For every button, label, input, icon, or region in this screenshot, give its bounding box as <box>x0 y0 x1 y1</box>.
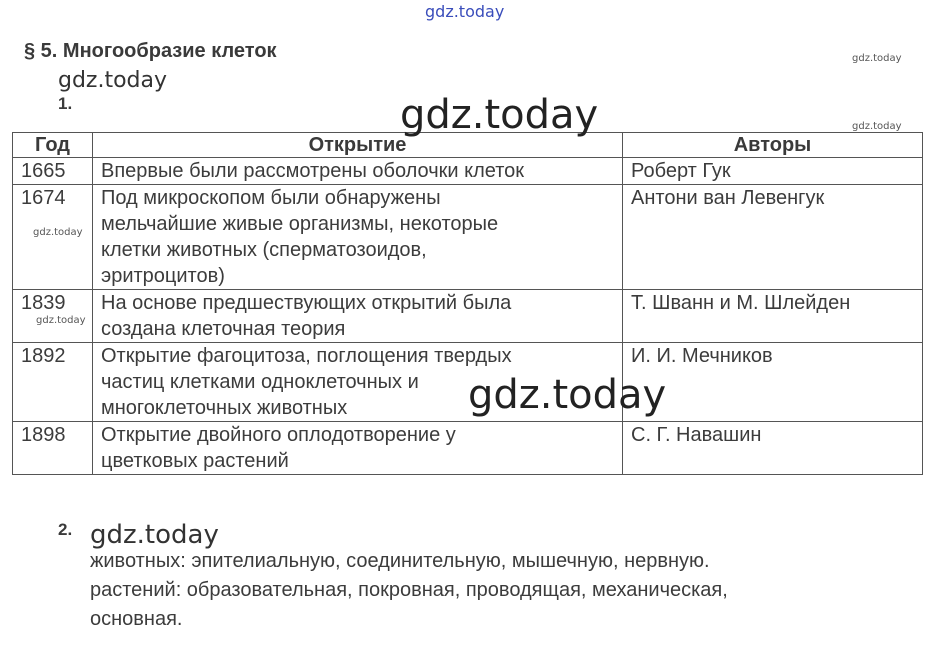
authors-cell: И. И. Мечников <box>623 343 923 422</box>
discovery-line: Открытие фагоцитоза, поглощения твердых <box>101 345 512 367</box>
header-year: Год <box>13 133 93 158</box>
watermark-large-top: gdz.today <box>400 92 599 138</box>
watermark-small-right-2: gdz.today <box>852 121 902 132</box>
year-cell: 1839 <box>13 290 93 343</box>
discovery-cell <box>93 290 623 343</box>
discovery-line: многоклеточных животных <box>101 397 348 419</box>
table-row <box>13 185 923 290</box>
discovery-line: На основе предшествующих открытий была <box>101 292 512 314</box>
discovery-line: Открытие двойного оплодотворение у <box>101 424 456 446</box>
header-discovery: Открытие <box>93 133 623 158</box>
question-2-number: 2. <box>58 520 73 539</box>
discovery-cell <box>93 422 623 475</box>
discovery-line: цветковых растений <box>101 450 289 472</box>
answer-2-line-end: основная. <box>90 608 183 630</box>
authors-cell: Роберт Гук <box>623 158 923 185</box>
year-cell: 1665 <box>13 158 93 185</box>
year-cell: 1674 <box>13 185 93 290</box>
watermark-small-left-2: gdz.today <box>36 315 86 326</box>
authors-cell: Антони ван Левенгук <box>623 185 923 290</box>
watermark-small-right-1: gdz.today <box>852 53 902 64</box>
year-cell: 1892 <box>13 343 93 422</box>
header-authors: Авторы <box>623 133 923 158</box>
discovery-line: частиц клетками одноклеточных и <box>101 371 419 393</box>
authors-cell: Т. Шванн и М. Шлейден <box>623 290 923 343</box>
discovery-cell <box>93 158 623 185</box>
discovery-line: создана клеточная теория <box>101 318 346 340</box>
discovery-line: мельчайшие живые организмы, некоторые <box>101 213 499 235</box>
question-1-number: 1. <box>58 94 73 113</box>
table-row <box>13 290 923 343</box>
discovery-line: Впервые были рассмотрены оболочки клеток <box>101 160 525 182</box>
discovery-line: эритроцитов) <box>101 265 225 287</box>
year-cell: 1898 <box>13 422 93 475</box>
table-row <box>13 422 923 475</box>
watermark-medium-top: gdz.today <box>58 68 168 93</box>
discovery-line: Под микроскопом были обнаружены <box>101 187 441 209</box>
authors-cell: С. Г. Навашин <box>623 422 923 475</box>
section-heading: § 5. Многообразие клеток <box>24 40 277 62</box>
watermark-medium-bottom: gdz.today <box>90 520 219 550</box>
answer-2-line-animals: животных: эпителиальную, соединительную, мышечную, нервную. <box>90 550 710 572</box>
answer-2-line-plants: растений: образовательная, покровная, проводящая, механическая, <box>90 579 728 601</box>
watermark-top: gdz.today <box>425 2 505 21</box>
discovery-cell <box>93 185 623 290</box>
watermark-large-middle: gdz.today <box>468 372 667 418</box>
watermark-small-left-1: gdz.today <box>33 227 83 238</box>
discovery-line: клетки животных (сперматозоидов, <box>101 239 427 261</box>
table-row <box>13 158 923 185</box>
discoveries-table <box>12 132 923 475</box>
